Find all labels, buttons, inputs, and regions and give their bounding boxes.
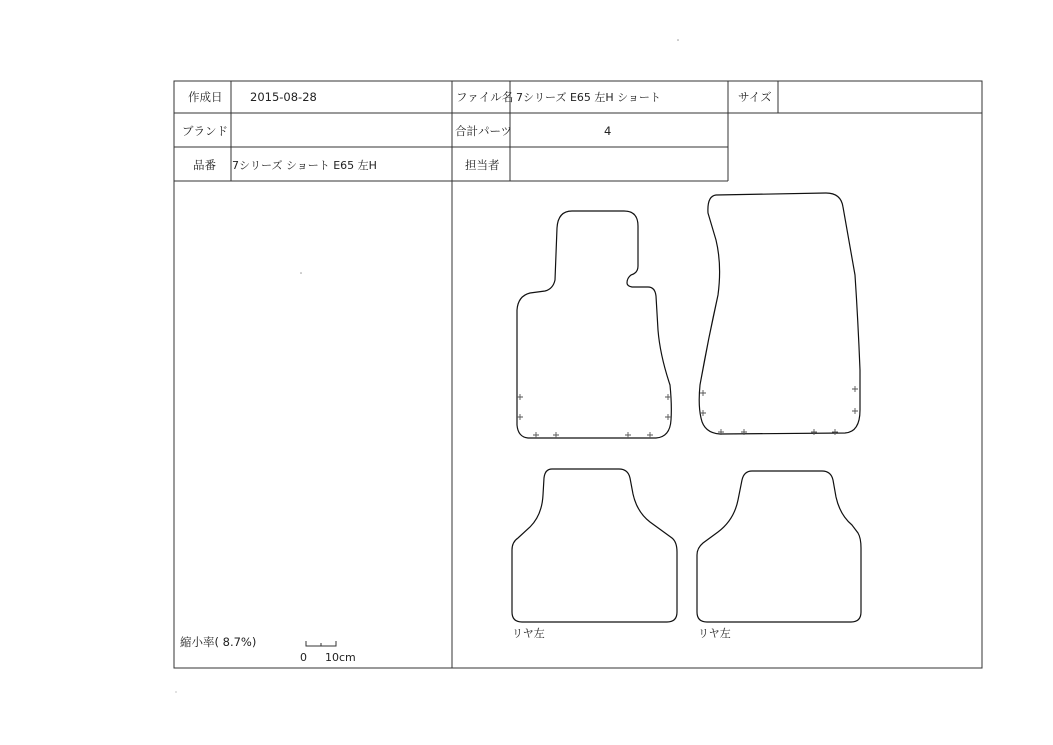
- person-in-charge-label: 担当者: [465, 158, 500, 172]
- file-name-value: 7シリーズ E65 左H ショート: [516, 91, 661, 104]
- scale-bar-zero: 0: [300, 651, 307, 664]
- total-parts-label: 合計パーツ: [455, 124, 513, 138]
- rear-left-label-2: リヤ左: [698, 627, 731, 640]
- mat-front-right-outline: [699, 193, 860, 434]
- rear-left-label-1: リヤ左: [512, 627, 545, 640]
- product-no-value: 7シリーズ ショート E65 左H: [232, 159, 377, 172]
- product-no-label: 品番: [193, 158, 216, 172]
- mat-front-left-outline: [517, 211, 671, 438]
- created-date-value: 2015-08-28: [250, 90, 317, 104]
- mat-rear-left-1-outline: [512, 469, 677, 622]
- scale-ratio-label: 縮小率( 8.7%): [180, 635, 257, 649]
- brand-label: ブランド: [182, 124, 228, 138]
- total-parts-value: 4: [604, 124, 612, 138]
- file-name-label: ファイル名: [456, 90, 514, 104]
- cross-marks: [517, 386, 858, 438]
- created-date-label: 作成日: [188, 90, 223, 104]
- scale-bar: [306, 641, 336, 646]
- mat-rear-left-2-outline: [697, 471, 861, 622]
- size-label: サイズ: [738, 90, 772, 104]
- scale-bar-end: 10cm: [325, 651, 356, 664]
